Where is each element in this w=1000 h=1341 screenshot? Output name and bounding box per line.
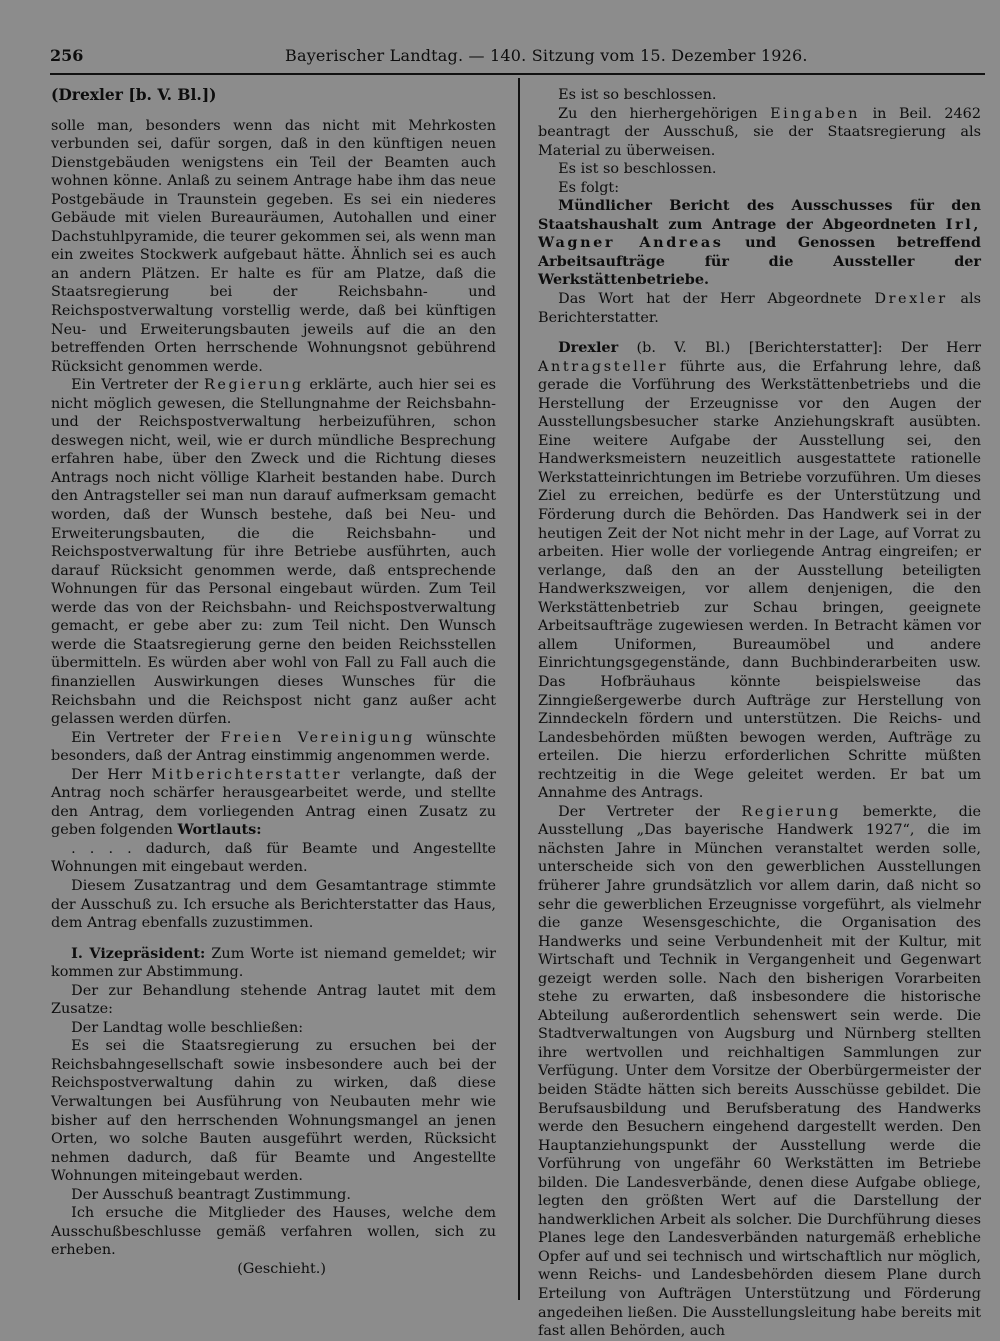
spaced-text: Regierung (204, 377, 304, 394)
paragraph: Es ist so beschlossen. (558, 161, 717, 178)
paragraph: Es ist so beschlossen. (558, 87, 717, 103)
paragraph: Diesem Zusatzantrag und dem Gesamtantrage stimmte der Ausschuß zu. Ich ersuche als Berichterstatter das Haus, dem Antrag ebenfalls zuzustimmen. (51, 877, 496, 932)
paragraph: Der Ausschuß beantragt Zustimmung. (71, 1186, 351, 1203)
text: als Berichterstatter. (538, 291, 981, 326)
paragraph (51, 766, 496, 840)
paragraph: Es folgt: (558, 179, 620, 196)
text: Ein Vertreter der (71, 729, 221, 746)
text: verlangte, daß der Antrag noch schärfer herausgearbeitet werde, und stellte den Antrag, dem vorliegenden Antrag einen Zusatz zu geben folgenden (51, 766, 497, 839)
paragraph (538, 290, 981, 327)
paragraph (51, 945, 496, 982)
text: in Beil. 2462 beantragt der Ausschuß, sie der Staatsregierung als Material zu überweisen. (538, 105, 981, 159)
paragraph (538, 105, 981, 161)
paragraph (51, 729, 496, 766)
spaced-text: Regierung (741, 803, 842, 820)
column-divider (518, 78, 520, 1300)
text: Der Herr (71, 766, 152, 783)
right-column (538, 86, 981, 1341)
text: führte aus, die Erfahrung lehre, daß gerade die Vorführung des Werkstättenbetriebs und die Herstellung der Erzeugnisse vor den Augen der Ausstellungsbesucher starke Anziehungskraft ausübten. Eine weitere Aufgabe der Ausstellung sei, den Handwerksmeistern neuzeitlich ausgestattete rationelle Werkstatteinrichtungen im Betriebe vorzuführen. Um dieses Ziel zu erreichen, bedürfe es der Unterstützung und Förderung durch die Behörden. Das Handwerk sei in der heutigen Zeit der Not nicht mehr in der Lage, auf Vorrat zu arbeiten. Hier wolle der vorliegende Antrag eingreifen; er verlange, daß den an der Ausstellung beteiligten Handwerkszweigen, vor allem denjenigen, die den Werkstättenbetrieb zur Schau bringen, geeignete Arbeitsaufträge zugewiesen werden. In Betracht kämen vor allem Uniformen, Bureaumöbel und andere Einrichtungsgegenstände, dann Buchbinderarbeiten usw. Das Hofbräuhaus könnte beispielsweise das Zinngießergewerbe durch Aufträge zur Herstellung von Zinndeckeln fördern und unterstützen. Die Reichs- und Landesbehörden müßten bewogen werden, Aufträge zu erteilen. Die hierzu erforderlichen Schritte müßten rechtzeitig in die Wege geleitet werden. Er bat um Annahme des Antrags. (538, 358, 981, 802)
paragraph (538, 803, 981, 1341)
text: Mündlicher Bericht des Ausschusses für den Staatshaushalt zum Antrage der Abgeordneten (538, 197, 981, 233)
paragraph: Der zur Behandlung stehende Antrag lautet mit dem Zusatze: (51, 982, 496, 1018)
header-rule (50, 73, 985, 75)
text: (b. V. Bl.) [Berichterstatter]: Der Herr (618, 340, 981, 357)
text: Ein Vertreter der (71, 377, 204, 394)
spaced-text: Irl, Wagner Andreas (538, 215, 981, 252)
speaker-tag: (Drexler [b. V. Bl.]) (51, 85, 217, 104)
spaced-text: Mitberichterstatter (151, 766, 343, 783)
spaced-text: Drexler (874, 291, 948, 308)
text: Zu den hierhergehörigen (558, 105, 771, 122)
paragraph (538, 339, 981, 803)
speaker-name: Drexler (558, 339, 619, 357)
speaker-name: I. Vizepräsident: (71, 944, 206, 962)
text: wünschte besonders, daß der Antrag einstimmig angenommen werde. (51, 729, 496, 765)
paragraph: solle man, besonders wenn das nicht mit Mehrkosten verbunden sei, dafür sorgen, daß in den künftigen neuen Dienstgebäuden wenigstens ein Teil der Beamten auch wohnen könne. Anlaß zu seinem Antrage habe ihm das neue Postgebäude in Traunstein gegeben. Es sei ein niederes Gebäude mit vielen Bureauräumen, Autohallen und einer Dachstuhlpyramide, die teurer gekommen sei, als wenn man ein zweites Stockwerk aufgebaut hätte. Ähnlich sei es auch an andern Plätzen. Er halte es für am Platze, daß die Staatsregierung bei der Reichsbahn- und Reichspostverwaltung vorstellig werde, daß bei künftigen Neu- und Erweiterungsbauten jeweils auf die an den betreffenden Orten herrschende Wohnungsnot gebührend Rücksicht genommen werde. (51, 117, 496, 375)
text: bemerkte, die Ausstellung „Das bayerische Handwerk 1927“, die im nächsten Jahre in München veranstaltet werden solle, unterscheide sich von den gewerblichen Ausstellungen früherer Jahre grundsätzlich vor allem darin, daß nicht so sehr die gewerblichen Erzeugnisse vorgeführt, als vielmehr die ganze Wesensgeschichte, die Organisation des Handwerks und seine Verbundenheit mit der Kultur, mit Wirtschaft und Technik in Vergangenheit und Gegenwart gezeigt werden solle. Nach den bisherigen Vorarbeiten stehe zu erwarten, daß insbesondere die historische Abteilung außerordentlich sehenswert sein werde. Die Stadtverwaltungen von Augsburg und Nürnberg stellten ihre wertvollen und reichhaltigen Sammlungen zur Verfügung. Unter dem Vorsitze der Oberbürgermeister der beiden Städte hätten sich bereits Ausschüsse gebildet. Die Berufsausbildung und Berufsberatung des Handwerks werde den Besuchern eingehend dargestellt werden. Den Hauptanziehungspunkt der Ausstellung werde die Vorführung von ungefähr 60 Werkstätten im Betriebe bilden. Die Landesverbände, denen diese Aufgabe obliege, legten den größten Wert auf die Darstellung der handwerklichen Arbeit als solcher. Die Durchführung dieses Planes lege den Landesverbänden naturgemäß erhebliche Opfer auf und sei technisch und wirtschaftlich nur möglich, wenn Reichs- und Landesbehörden diesem Plane durch Erteilung von Aufträgen Unterstützung und Förderung angedeihen ließen. Die Ausstellungsleitung habe bereits mit fast allen Behörden, auch (538, 803, 981, 1340)
text: Der Vertreter der (558, 803, 742, 820)
quoted-addition: . . . . dadurch, daß für Beamte und Angestellte Wohnungen mit eingebaut werden. (51, 840, 496, 876)
spaced-text: Eingaben (770, 105, 861, 122)
agenda-item-title (538, 197, 981, 290)
page-header (50, 46, 980, 72)
running-title: Bayerischer Landtag. — 140. Sitzung vom 15. Dezember 1926. (285, 46, 808, 65)
spaced-text: Antragsteller (538, 358, 669, 375)
motion-intro: Der Landtag wolle beschließen: (71, 1019, 304, 1036)
text: und Genossen betreffend Arbeitsaufträge für die Aussteller der Werkstättenbetriebe. (538, 234, 981, 289)
stage-direction: (Geschieht.) (237, 1260, 326, 1277)
bold-text: Wortlauts: (177, 821, 262, 839)
text: erklärte, auch hier sei es nicht möglich gewesen, die Stellungnahme der Reichsbahn- und der Reichspostverwaltung herbeizuführen, schon deswegen nicht, weil, wie er durch mündliche Besprechung erfahren habe, über den Zweck und die Richtung dieses Antrags noch nicht völlige Klarheit bestanden habe. Durch den Antragsteller sei man nun darauf aufmerksam gemacht worden, daß der Wunsch bestehe, daß bei Neu- und Erweiterungsbauten, die die Reichsbahn- und Reichspostverwaltung für ihre Betriebe ausführten, auch darauf Rücksicht genommen werde, daß entsprechende Wohnungen für das Personal eingebaut würden. Zum Teil werde das von der Reichsbahn- und Reichspostverwaltung gemacht, er gebe aber zu: zum Teil nicht. Den Wunsch werde die Staatsregierung gerne den beiden Reichsstellen übermitteln. Es würden aber wohl von Fall zu Fall auch die finanziellen Auswirkungen dieses Wunsches für die Reichsbahn und die Reichspost nicht ganz außer acht gelassen werden dürfen. (51, 377, 496, 728)
text: Zum Worte ist niemand gemeldet; wir kommen zur Abstimmung. (51, 945, 497, 981)
page-number: 256 (50, 46, 84, 65)
left-column (51, 86, 496, 1278)
spaced-text: Freien Vereinigung (220, 729, 415, 746)
motion-text: Es sei die Staatsregierung zu ersuchen bei der Reichsbahngesellschaft sowie insbesondere auch bei der Reichspostverwaltung dahin zu wirken, daß diese Verwaltungen bei Ausführung von Neubauten mehr wie bisher auf den herrschenden Wohnungsmangel an jenen Orten, wo solche Bauten ausgeführt werden, Rücksicht nehmen dadurch, daß für Beamte und Angestellte Wohnungen miteingebaut werden. (51, 1038, 496, 1185)
text: Das Wort hat der Herr Abgeordnete (558, 291, 875, 308)
paragraph (51, 376, 496, 728)
paragraph: Ich ersuche die Mitglieder des Hauses, welche dem Ausschußbeschlusse gemäß verfahren wollen, sich zu erheben. (51, 1205, 496, 1259)
